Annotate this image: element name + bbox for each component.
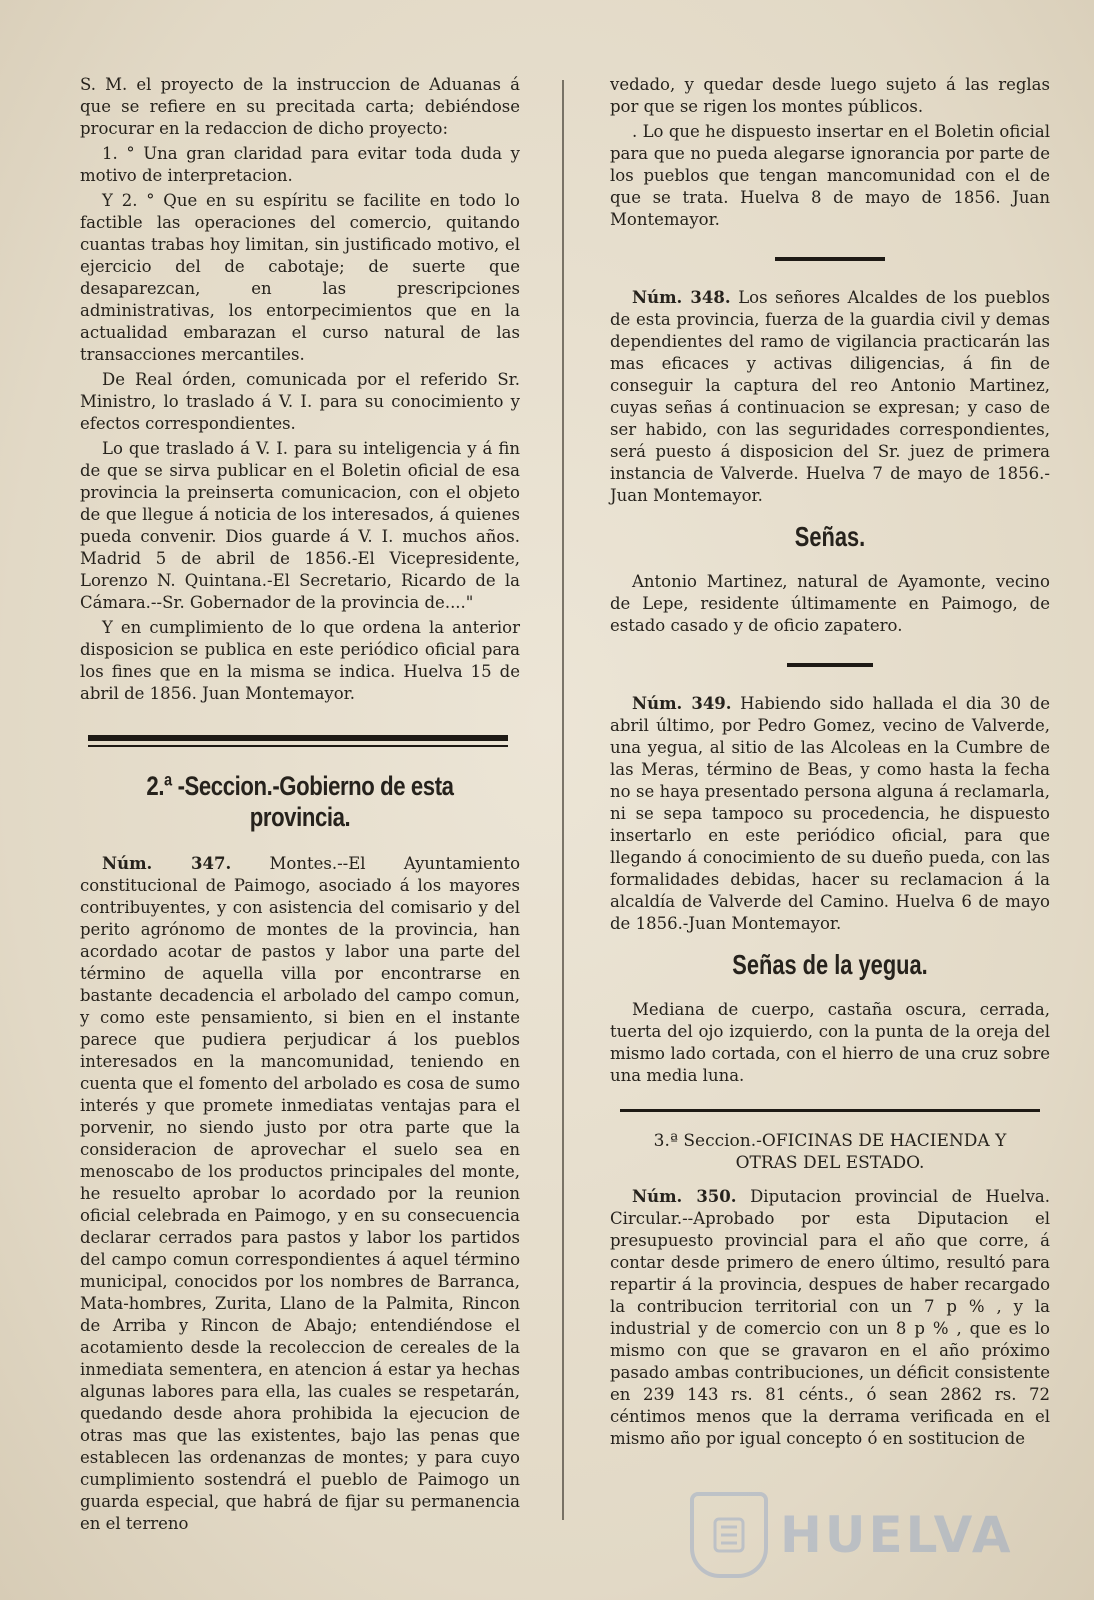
notice-347 (80, 853, 520, 1535)
notice-348 (610, 287, 1050, 507)
watermark-text: HUELVA (780, 1506, 1014, 1564)
notice-350-text: Diputacion provincial de Huelva. Circular.--Aprobado por esta Diputacion el presupuesto provincial para el año que corre, á contar desde primero de enero último, resultó para repartir á la provincia, despues de haber recargado la contribucion territorial con un 7 p % , y la industrial y de comercio con un 8 p % , que es lo mismo con que se gravaron en el año próximo pasado ambas contribuciones, un déficit consistente en 239 143 rs. 81 cénts., ó sean 2862 rs. 72 céntimos menos que la derrama verificada en el mismo año por igual concepto ó en sostitucion de (610, 1187, 1050, 1448)
shield-icon (690, 1492, 768, 1578)
left-paragraph-4: De Real órden, comunicada por el referido Sr. Ministro, lo traslado á V. I. para su conocimiento y efectos correspondientes. (80, 370, 520, 433)
section-3-heading (610, 1130, 1050, 1174)
divider-long (620, 1109, 1040, 1112)
notice-350 (610, 1186, 1050, 1450)
notice-347-text: Montes.--El Ayuntamiento constitucional de Paimogo, asociado á los mayores contribuyentes, y con asistencia del comisario y del perito agrónomo de montes de la provincia, han acordado acotar de pastos y labor una parte del término de aquella villa por encontrarse en bastante decadencia el arbolado del campo comun, y como este pensamiento, si bien en el instante parece que pudiera perjudicar á los pueblos interesados en la mancomunidad, teniendo en cuenta que el fomento del arbolado es cosa de sumo interés y que promete inmediatas ventajas para el porvenir, no siendo justo por otra parte que la consideracion de aprovechar el suelo sea en menoscabo de los productos principales del monte, he resuelto aprobar lo acordado por la reunion oficial celebrada en Paimogo, y en su consecuencia declarar cerrados para pastos y labor los partidos del campo comun correspondientes á aquel término municipal, conocidos por los nombres de Barranca, Mata-hombres, Zurita, Llano de la Palmita, Rincon de Arriba y Rincon de Abajo; entendiéndose el acotamiento desde la recoleccion de cereales de la inmediata sementera, en atencion á estar ya hechas algunas labores para ella, las cuales se respetarán, quedando desde ahora prohibida la ejecucion de otras mas que las existentes, bajo las penas que establecen las ordenanzas de montes; y para cuyo cumplimiento sostendrá el pueblo de Paimogo un guarda especial, que habrá de fijar su permanencia en el terreno (80, 854, 521, 1533)
notice-349-number: Núm. 349. (632, 694, 732, 713)
notice-349-text: Habiendo sido hallada el dia 30 de abril último, por Pedro Gomez, vecino de Valverde, una yegua, al sitio de las Alcoleas en la Cumbre de las Meras, término de Beas, y como hasta la fecha no se haya presentado persona alguna á reclamarla, ni se sepa tampoco su procedencia, he dispuesto insertarlo en este periódico oficial, para que llegando á conocimiento de su dueño pueda, con las formalidades debidas, hacer su reclamacion á la alcaldía de Valverde del Camino. Huelva 6 de mayo de 1856.-Juan Montemayor. (610, 694, 1051, 933)
notice-349 (610, 693, 1050, 935)
section-3-line-2: OTRAS DEL ESTADO. (735, 1153, 925, 1173)
left-paragraph-6: Y en cumplimiento de lo que ordena la anterior disposicion se publica en este periódico oficial para los fines que en la misma se indica. Huelva 15 de abril de 1856. Juan Montemayor. (80, 618, 520, 703)
yegua-title: Señas de la yegua. (732, 949, 928, 980)
section-divider-thin (88, 745, 508, 747)
left-column (80, 74, 520, 1538)
notice-348-number: Núm. 348. (632, 288, 731, 307)
right-paragraph-2: . Lo que he dispuesto insertar en el Boletin oficial para que no pueda alegarse ignorancia por parte de los pueblos que tengan mancomunidad con el de que se trata. Huelva 8 de mayo de 1856. Juan Montemayor. (610, 122, 1050, 229)
senas-title: Señas. (794, 521, 866, 552)
crest-icon (709, 1513, 749, 1557)
notice-347-number: Núm. 347. (102, 854, 232, 873)
left-paragraph-3: Y 2. ° Que en su espíritu se facilite en todo lo factible las operaciones del comercio, quitando cuantas trabas hoy limitan, sin justificado motivo, el ejercicio del de cabotaje; de suerte que desaparezcan, en las prescripciones administrativas, los entorpecimientos que en la actualidad embarazan el curso natural de las transacciones mercantiles. (80, 191, 520, 364)
left-paragraph-1: S. M. el proyecto de la instruccion de Aduanas á que se refiere en su precitada carta; debiéndose procurar en la redaccion de dicho proyecto: (80, 75, 520, 138)
section-3-line-1: 3.ª Seccion.-OFICINAS DE HACIENDA Y (653, 1131, 1007, 1151)
yegua-text: Mediana de cuerpo, castaña oscura, cerrada, tuerta del ojo izquierdo, con la punta de la oreja del mismo lado cortada, con el hierro de una cruz sobre una media luna. (610, 1000, 1050, 1085)
right-column (610, 74, 1050, 1453)
right-paragraph-1: vedado, y quedar desde luego sujeto á las reglas por que se rigen los montes públicos. (610, 75, 1050, 116)
column-divider (562, 80, 564, 1520)
senas-text: Antonio Martinez, natural de Ayamonte, vecino de Lepe, residente últimamente en Paimogo, de estado casado y de oficio zapatero. (610, 572, 1050, 635)
left-paragraph-5: Lo que traslado á V. I. para su inteligencia y á fin de que se sirva publicar en el Boletin oficial de esa provincia la preinserta comunicacion, con el objeto de que llegue á noticia de los interesados, á quienes pueda convenir. Dios guarde á V. I. muchos años. Madrid 5 de abril de 1856.-El Vicepresidente, Lorenzo N. Quintana.-El Secretario, Ricardo de la Cámara.--Sr. Gobernador de la provincia de...." (80, 439, 520, 612)
divider-short-1 (775, 257, 885, 261)
huelva-watermark (690, 1490, 1030, 1580)
notice-348-text: Los señores Alcaldes de los pueblos de esta provincia, fuerza de la guardia civil y demas dependientes del ramo de vigilancia practicarán las mas eficaces y activas diligencias, á fin de conseguir la captura del reo Antonio Martinez, cuyas señas á continuacion se expresan; y caso de ser habido, con las seguridades correspondientes, será puesto á disposicion del Sr. juez de primera instancia de Valverde. Huelva 7 de mayo de 1856.-Juan Montemayor. (610, 288, 1050, 505)
left-paragraph-2: 1. ° Una gran claridad para evitar toda duda y motivo de interpretacion. (80, 144, 520, 185)
divider-short-2 (787, 663, 873, 667)
notice-350-number: Núm. 350. (632, 1187, 737, 1206)
section-divider-thick (88, 735, 508, 741)
section-title: 2.ª -Seccion.-Gobierno de esta provincia. (146, 771, 454, 832)
